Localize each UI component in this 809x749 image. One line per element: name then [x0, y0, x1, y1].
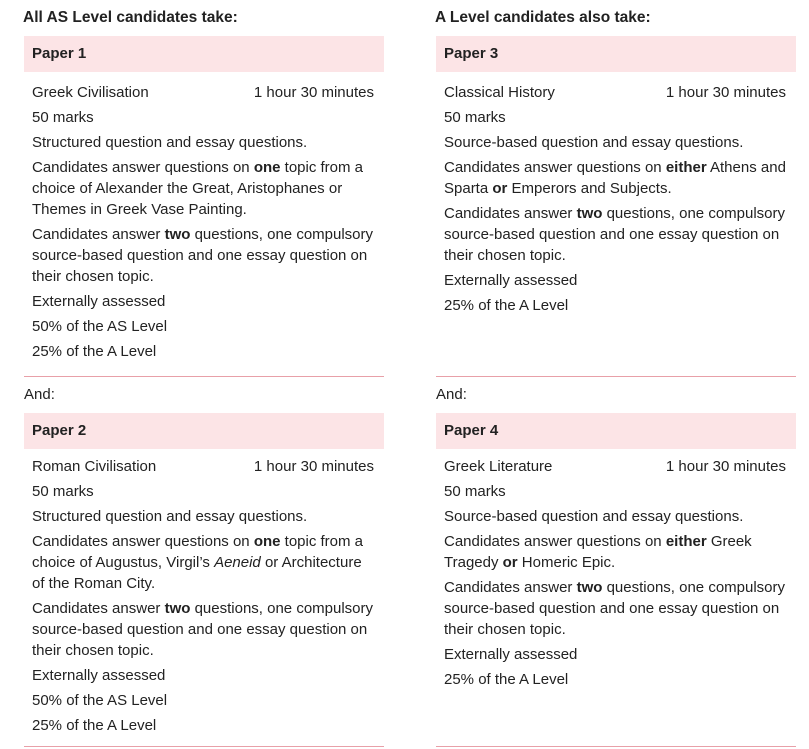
paper-4-a-weight: 25% of the A Level: [444, 671, 569, 688]
paper-3-questions: Candidates answer two questions, one compulsory source-based question and one essay question on their chosen topic.: [444, 205, 786, 264]
paper-2-as-weight: 50% of the AS Level: [32, 692, 168, 709]
paper-2-header: Paper 2: [24, 413, 384, 449]
paper-1-title: Greek Civilisation: [32, 84, 149, 101]
paper-3-header: Paper 3: [436, 36, 796, 72]
paper-1-marks: 50 marks: [32, 109, 94, 126]
paper-4-duration: 1 hour 30 minutes: [665, 458, 786, 475]
paper-3-title-row: [444, 82, 796, 103]
paper-4-assessed: Externally assessed: [444, 646, 578, 663]
paper-1-format: Structured question and essay questions.: [32, 134, 308, 151]
paper-2-questions: Candidates answer two questions, one compulsory source-based question and one essay question on their chosen topic.: [32, 600, 374, 659]
paper-3-assessed: Externally assessed: [444, 272, 578, 289]
paper-4-marks: 50 marks: [444, 483, 506, 500]
paper-4-title-row: [444, 456, 796, 477]
paper-2-marks: 50 marks: [32, 483, 94, 500]
paper-1-duration: 1 hour 30 minutes: [253, 84, 374, 101]
paper-4-questions: Candidates answer two questions, one compulsory source-based question and one essay question on their chosen topic.: [444, 579, 786, 638]
a-level-heading: A Level candidates also take:: [435, 9, 651, 26]
paper-3-a-weight: 25% of the A Level: [444, 297, 569, 314]
and-label-left: And:: [24, 386, 55, 403]
paper-2-format: Structured question and essay questions.: [32, 508, 308, 525]
paper-3-format: Source-based question and essay questions.: [444, 134, 744, 151]
paper-4-title: Greek Literature: [444, 458, 553, 475]
paper-1-a-weight: 25% of the A Level: [32, 343, 157, 360]
paper-3-topic: Candidates answer questions on either Athens and Sparta or Emperors and Subjects.: [444, 159, 786, 197]
paper-2-duration: 1 hour 30 minutes: [253, 458, 374, 475]
paper-2-body: [24, 449, 384, 747]
paper-4-body: [436, 449, 796, 747]
paper-3-marks: 50 marks: [444, 109, 506, 126]
paper-3-title: Classical History: [444, 84, 555, 101]
paper-2-assessed: Externally assessed: [32, 667, 166, 684]
paper-4-topic: Candidates answer questions on either Greek Tragedy or Homeric Epic.: [444, 533, 752, 571]
paper-4-header: Paper 4: [436, 413, 796, 449]
right-column: [436, 0, 796, 747]
paper-1-body: [24, 72, 384, 377]
paper-2-title: Roman Civilisation: [32, 458, 157, 475]
paper-1-title-row: [32, 82, 384, 103]
paper-2-topic: Candidates answer questions on one topic from a choice of Augustus, Virgil’s Aeneid or Architecture of the Roman City.: [32, 533, 364, 592]
paper-1-questions: Candidates answer two questions, one compulsory source-based question and one essay question on their chosen topic.: [32, 226, 374, 285]
paper-3-duration: 1 hour 30 minutes: [665, 84, 786, 101]
paper-1-header: Paper 1: [24, 36, 384, 72]
paper-2-title-row: [32, 456, 384, 477]
left-column: [24, 0, 384, 747]
paper-1-topic: Candidates answer questions on one topic from a choice of Alexander the Great, Aristophanes or Themes in Greek Vase Painting.: [32, 159, 364, 218]
paper-1-assessed: Externally assessed: [32, 293, 166, 310]
paper-3-body: [436, 72, 796, 377]
as-level-heading: All AS Level candidates take:: [23, 9, 238, 26]
paper-4-format: Source-based question and essay questions.: [444, 508, 744, 525]
paper-1-as-weight: 50% of the AS Level: [32, 318, 168, 335]
and-label-right: And:: [436, 386, 467, 403]
paper-2-a-weight: 25% of the A Level: [32, 717, 157, 734]
